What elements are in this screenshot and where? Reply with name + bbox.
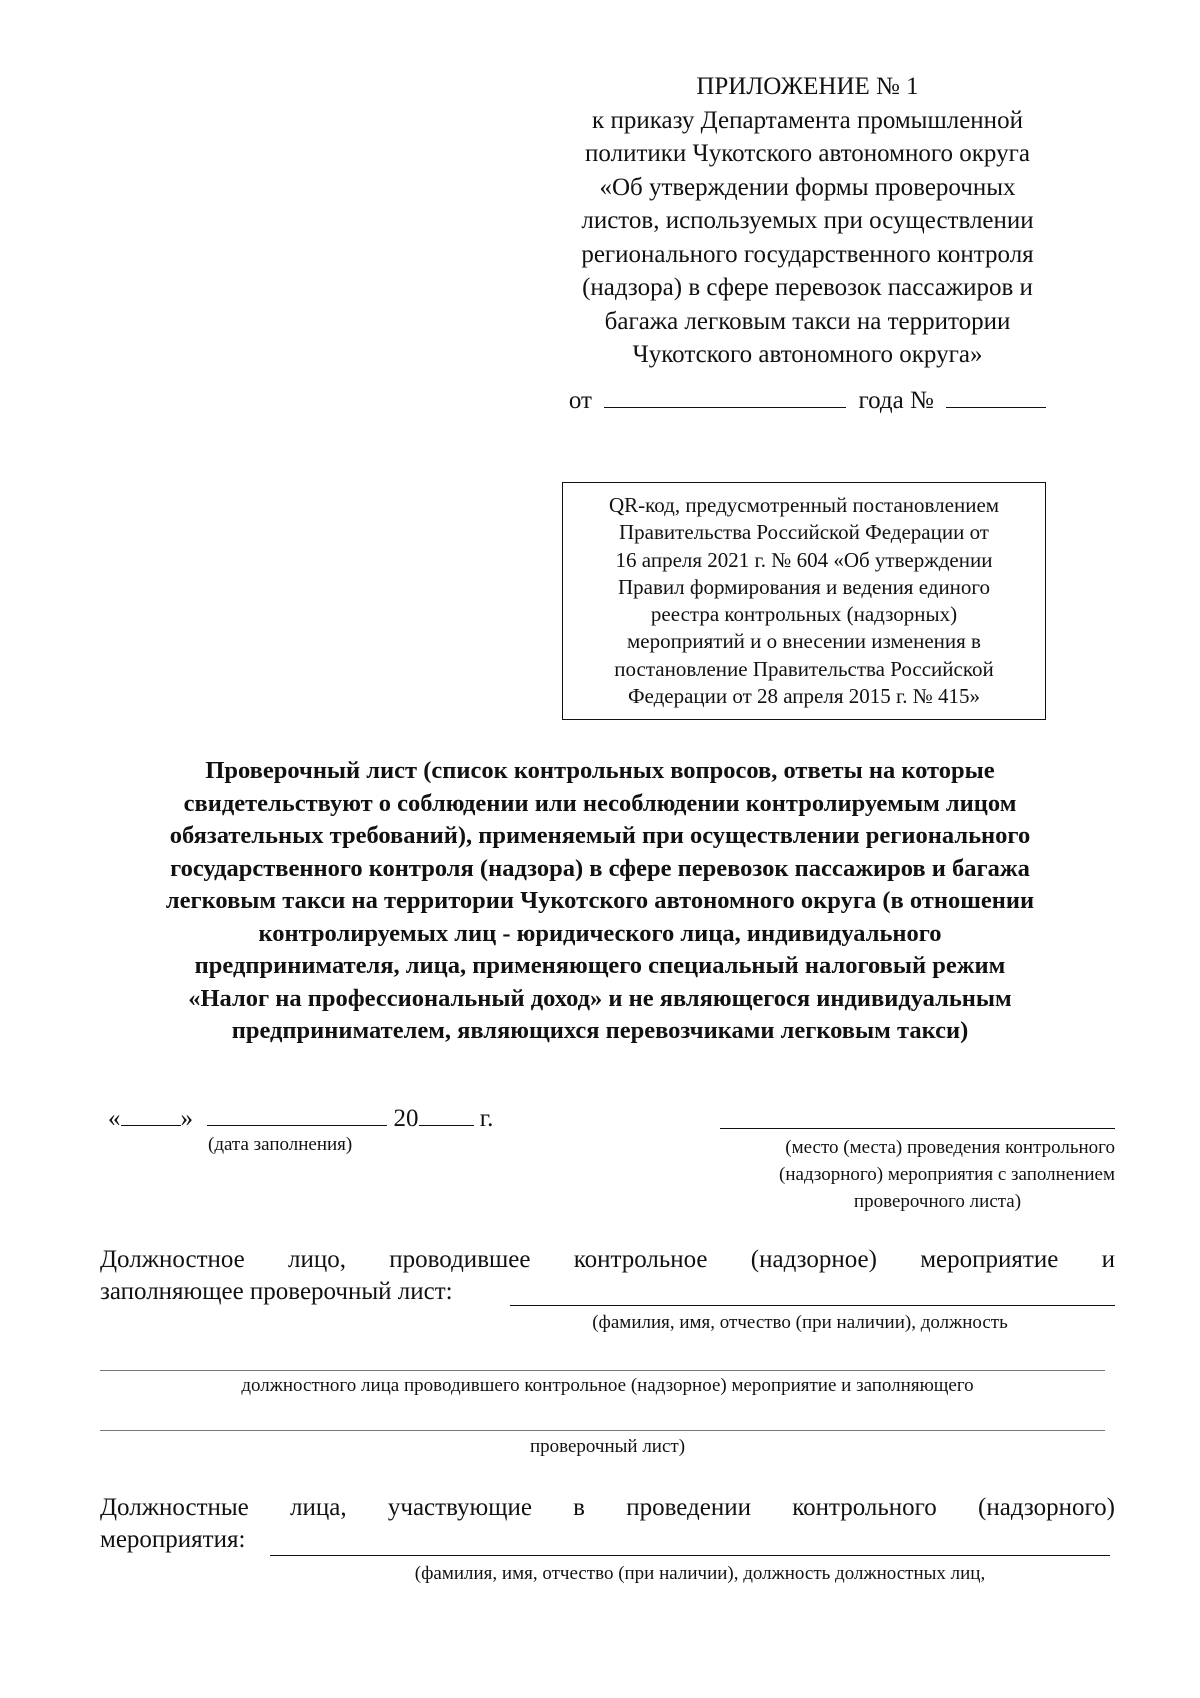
appendix-line: Чукотского автономного округа» <box>632 341 983 368</box>
word: Должностное <box>100 1246 245 1273</box>
official-caption-2: должностного лица проводившего контрольное (надзорное) мероприятие и заполняющего <box>241 1375 974 1396</box>
place-caption-line: (место (места) проведения контрольного <box>785 1137 1115 1158</box>
place-caption <box>720 1134 1115 1215</box>
appendix-line: регионального государственного контроля <box>581 240 1034 268</box>
word: лицо, <box>288 1246 347 1273</box>
official-line-2: заполняющее проверочный лист: <box>100 1278 453 1305</box>
appendix-line: листов, используемых при осуществлении <box>581 207 1034 234</box>
title-line: «Налог на профессиональный доход» и не являющегося индивидуальным <box>188 984 1012 1012</box>
word: проводившее <box>389 1246 531 1273</box>
participants-line-2: мероприятия: <box>100 1526 246 1553</box>
year-prefix: 20 <box>393 1105 419 1132</box>
word: участвующие <box>387 1494 532 1521</box>
word: Должностные <box>100 1494 249 1521</box>
appendix-line: багажа легковым такси на территории <box>604 307 1011 335</box>
appendix-line: (надзора) в сфере перевозок пассажиров и <box>582 274 1033 301</box>
title-line: предпринимателем, являющихся перевозчиками легковым такси) <box>231 1017 969 1044</box>
word: мероприятие <box>920 1246 1059 1273</box>
open-quote: « <box>108 1105 121 1132</box>
place-caption-line: (надзорного) мероприятия с заполнением <box>779 1164 1115 1185</box>
official-paragraph <box>100 1244 1115 1308</box>
title-line: Проверочный лист (список контрольных вопросов, ответы на которые <box>205 757 995 784</box>
title-line: обязательных требований), применяемый при осуществлении регионального <box>169 822 1031 849</box>
place-caption-line: проверочного листа) <box>853 1191 1022 1212</box>
participants-blank <box>270 1555 1110 1556</box>
word: (надзорное) <box>750 1246 877 1273</box>
qr-box-line: Федерации от 28 апреля 2015 г. № 415» <box>627 684 981 709</box>
order-date-blank <box>604 385 846 408</box>
qr-box-line: Правил формирования и ведения единого <box>617 574 991 599</box>
qr-code-box <box>562 482 1046 720</box>
appendix-line: к приказу Департамента промышленной <box>592 106 1023 134</box>
title-line: предпринимателя, лица, применяющего специальный налоговый режим <box>194 952 1006 979</box>
title-line: контролируемых лиц - юридического лица, индивидуального <box>258 919 942 947</box>
fill-date-row <box>108 1103 493 1133</box>
year-number-label: года № <box>858 386 934 414</box>
word: контрольного <box>792 1494 937 1521</box>
document-title <box>60 755 1140 1048</box>
order-reference <box>540 384 1075 418</box>
participants-line-1 <box>100 1492 1115 1524</box>
appendix-header <box>540 70 1075 417</box>
date-caption: (дата заполнения) <box>208 1134 353 1155</box>
qr-box-line: QR-код, предусмотренный постановлением <box>608 493 1000 517</box>
year-suffix: г. <box>479 1105 494 1132</box>
official-caption-3: проверочный лист) <box>529 1436 686 1457</box>
appendix-line: «Об утверждении формы проверочных <box>599 173 1016 201</box>
word: (надзорного) <box>978 1494 1115 1521</box>
word: проведении <box>626 1494 751 1521</box>
qr-box-line: постановление Правительства Российской <box>614 656 994 681</box>
official-caption-1: (фамилия, имя, отчество (при наличии), должность <box>592 1312 1008 1333</box>
official-name-blank <box>510 1305 1115 1306</box>
word: контрольное <box>573 1246 708 1273</box>
month-blank <box>207 1103 387 1126</box>
official-rule-1 <box>100 1370 1105 1371</box>
qr-box-line: Правительства Российской Федерации от <box>619 520 989 545</box>
title-line: государственного контроля (надзора) в сфере перевозок пассажиров и багажа <box>170 854 1030 882</box>
close-quote: » <box>180 1105 193 1132</box>
official-rule-2 <box>100 1430 1105 1431</box>
order-number-blank <box>946 385 1046 408</box>
word: и <box>1101 1246 1115 1273</box>
qr-box-line: мероприятий и о внесении изменения в <box>627 629 981 654</box>
title-line: свидетельствуют о соблюдении или несоблюдении контролируемым лицом <box>183 789 1017 817</box>
participants-paragraph <box>100 1492 1115 1556</box>
day-blank <box>121 1103 181 1126</box>
qr-box-line: 16 апреля 2021 г. № 604 «Об утверждении <box>615 547 993 572</box>
title-line: легковым такси на территории Чукотского автономного округа (в отношении <box>165 887 1035 914</box>
appendix-heading: ПРИЛОЖЕНИЕ № 1 <box>696 73 919 100</box>
word: лица, <box>290 1494 347 1521</box>
appendix-line: политики Чукотского автономного округа <box>585 140 1030 167</box>
place-blank <box>720 1128 1115 1129</box>
word: в <box>573 1494 585 1521</box>
official-line-1 <box>100 1244 1115 1276</box>
year-blank <box>419 1103 474 1126</box>
from-label: от <box>568 386 592 414</box>
qr-box-line: реестра контрольных (надзорных) <box>650 602 958 627</box>
participants-caption: (фамилия, имя, отчество (при наличии), должность должностных лиц, <box>414 1563 986 1584</box>
